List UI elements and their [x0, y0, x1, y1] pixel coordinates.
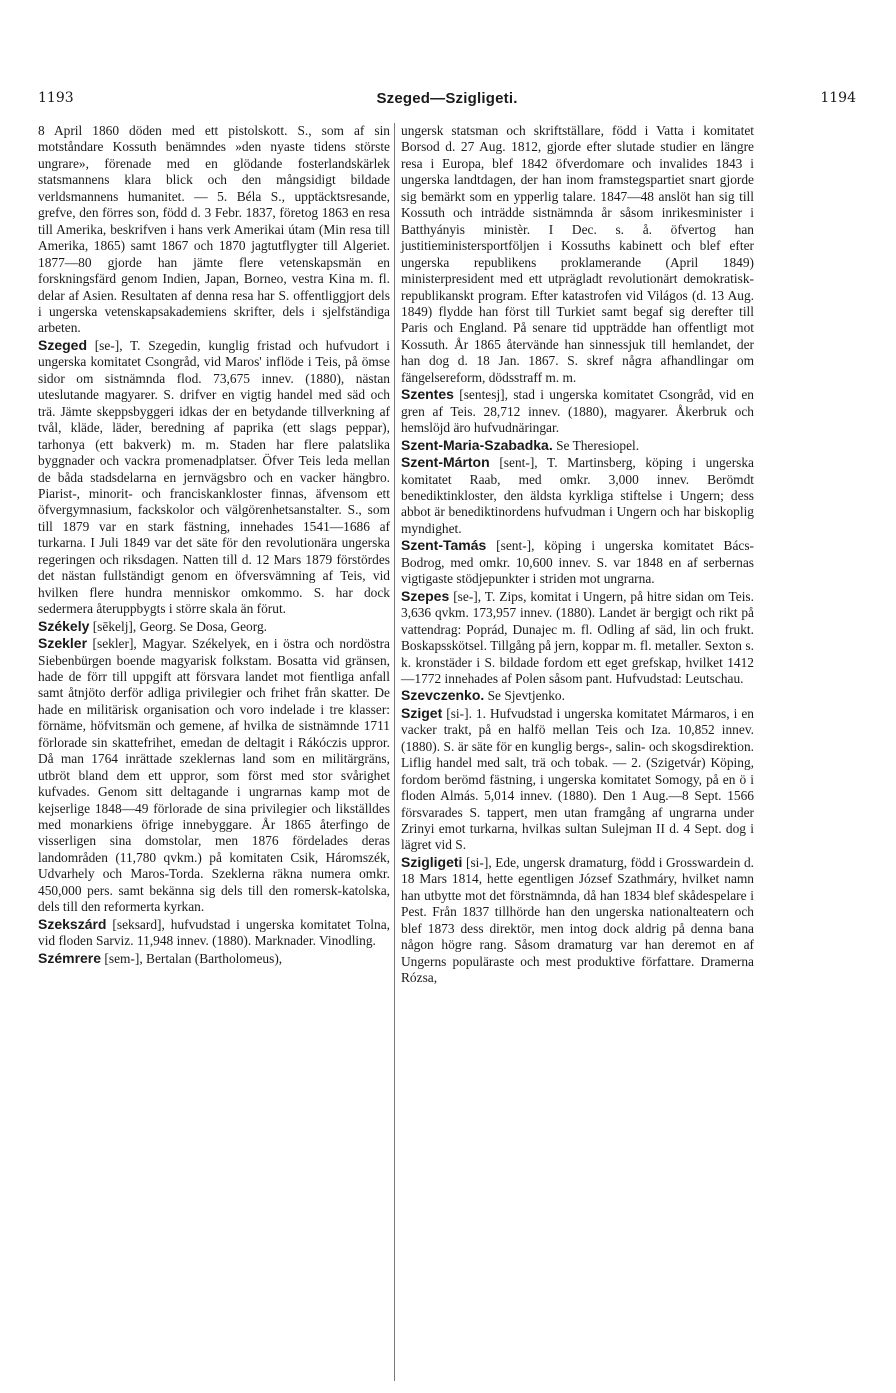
right-column [401, 123, 754, 987]
entry-text: [seksard], hufvudstad i ungerska komitatet Tolna, vid floden Sarviz. 11,948 innev. (1880). Marknader. Vinodling. [38, 916, 390, 949]
headword: Szémrere [38, 949, 102, 966]
entry-text: Se Sjevtjenko. [484, 688, 565, 704]
entry-szent-maria-szabadka [401, 437, 754, 454]
entry-continuation [401, 123, 754, 386]
headword: Szentes [401, 386, 454, 403]
entry-sziget [401, 705, 754, 854]
entry-text: [si-], Ede, ungersk dramaturg, född i Grosswardein d. 18 Mars 1814, hette egentligen József Szathmáry, hvilket namn han utbytte mot det förstnämnda, då han 1834 blef skådespelare i Pest. Från 1837 tillhörde han den ungerska nationalteatern och blef 1873 dess direktör, men intog dock aldrig på denna bana någon högre rang. Såsom dramaturg var han deremot en af Ungerns populäraste och mest produktive författare. Dramerna Rózsa, [401, 854, 754, 986]
entry-text: [sentesj], stad i ungerska komitatet Csongråd, vid en gren af Teis. 28,712 innev. (1880), magyarer. Åkerbruk och hemslöjd äro hufvudnäringar. [401, 387, 754, 436]
entry-text: [sent-], köping i ungerska komitatet Bács-Bodrog, med omkr. 10,600 innev. S. var 1848 en af serbernas vigtigaste stödjepunkter i striden mot ungrarna. [401, 538, 754, 587]
entry-szentes [401, 386, 754, 436]
left-column [38, 123, 390, 967]
entry-text: [se-], T. Szegedin, kunglig fristad och hufvudort i ungerska komitatet Csongråd, vid Maros' inflöde i Teis, på ömse sidor om sistnämnda flod. 73,675 innev. (1880), nästan uteslutande magyarer. S. drifver en vigtig handel med säd och trä. Jämte skeppsbyggeri idkas der en betydande tillverkning af tvål, kläde, läder, beredning af paprika (ett slags peppar), tarhonya (ett bakverk) m. m. Staden har flere palatslika byggnader och vackra promenadplatser. Öfver Teis leda mellan de båda stadsdelarna en jernvägsbro och en vacker hängbro. Piarist-, minorit- och franciskankloster finnas, äfvensom ett öfvergymnasium, fackskolor och välgörenhetsanstalter. S., som till 1879 var en stark fästning, innehades 1541—1686 af turkarna. I Juli 1849 var det säte för den revolutionära ungerska regeringen och riksdagen. Natten till d. 12 Mars 1879 förstördes det nästan fullständigt genom en öfversvämning af Teis, vid hvilken flere hundra menniskor omkommo. S. har dock sedermera återuppbygts i större skala än förut. [38, 337, 390, 617]
column-divider [394, 123, 395, 1381]
headword: Szeged [38, 336, 88, 353]
headword: Szent-Tamás [401, 537, 487, 554]
entry-szemrere [38, 950, 390, 967]
entry-text: [sem-], Bertalan (Bartholomeus), [101, 950, 283, 966]
entry-szekszard [38, 916, 390, 950]
entry-szekler [38, 635, 390, 916]
entry-szevczenko [401, 687, 754, 704]
headword: Szevczenko. [401, 687, 485, 704]
entry-text: [si-]. 1. Hufvudstad i ungerska komitatet Mármaros, i en vacker trakt, på en halfö mellan Teis och Iza. 10,852 innev. (1880). S. är säte för en kunglig bergs-, salin- och skogsdirektion. Liflig handel med salt, trä och tobak. — 2. (Szigetvár) Köping, fordom berömd fästning, i ungerska komitatet Somogy, på en ö i floden Almás. 5,014 innev. (1880). Den 1 Aug.—8 Sept. 1566 försvarades S. tappert, men utan framgång af ungrarna under Zrinyi emot turkarna, hvilkas sultan Sulejman II d. 4 Sept. dog i lägret vid S. [401, 705, 754, 853]
entry-text: [se-], T. Zips, komitat i Ungern, på hitre sidan om Teis. 3,636 qvkm. 173,957 innev. (1880). Landet är bergigt och rikt på vattendrag: Poprád, Dunajec m. fl. Odling af säd, lin och frukt. Boskapsskötsel. Tillgång på jern, koppar m. fl. metaller. Sexton s. k. kronstäder i S. bildade fordom ett eget grefskap, hvilket 1412—1772 innehades af Polen såsom pant. Hufvudstad: Leutschau. [401, 588, 754, 686]
headword: Szepes [401, 587, 450, 604]
running-head: Szeged—Szigligeti. [376, 90, 518, 107]
page-number-left: 1193 [38, 90, 74, 106]
entry-continuation [38, 123, 390, 337]
headword: Szekszárd [38, 915, 107, 932]
headword: Szent-Maria-Szabadka. [401, 436, 553, 453]
headword: Sziget [401, 704, 443, 721]
entry-text: 8 April 1860 döden med ett pistolskott. S., som af sin motståndare Kossuth benämndes »den nyaste tidens störste ungrare», förenade med en glödande fosterlandskärlek statsmannens klara blick och den mångsidigt bildade verldsmannens humanitet. — 5. Béla S., upptäcktsresande, grefve, den förres son, född d. 3 Febr. 1837, företog 1863 en resa till Amerika, beskrifven i hans verk Amerikai útam (Min resa till Amerika, 1865) samt 1867 och 1870 jagtutflygter till Algeriet. 1877—80 gjorde han jämte flere vetenskapsmän en forskningsfärd genom Indien, Japan, Borneo, vestra Kina m. fl. delar af Asien. Resultaten af denna resa har S. offentliggjort dels i ungerska vetenskapsakademiens skrifter, dels i sjelfständiga arbeten. [38, 123, 390, 336]
page-header [38, 90, 856, 112]
entry-szent-tamas [401, 537, 754, 587]
entry-szekely [38, 618, 390, 635]
page-number-right: 1194 [820, 90, 856, 106]
entry-szent-marton [401, 454, 754, 537]
entry-text: [sent-], T. Martinsberg, köping i ungerska komitatet Raab, med omkr. 3,000 innev. Berömdt benediktinkloster, den äldsta kyrkliga stiftelse i Ungern; dess abbot är benediktinordens hufvudman i Ungern och har biskoplig myndighet. [401, 455, 754, 536]
entry-szepes [401, 588, 754, 688]
entry-szeged [38, 337, 390, 618]
headword: Székely [38, 617, 90, 634]
entry-text: Se Theresiopel. [552, 437, 640, 453]
headword: Szent-Márton [401, 454, 490, 471]
headword: Szekler [38, 635, 88, 652]
entry-text: ungersk statsman och skriftställare, född i Vatta i komitatet Borsod d. 27 Aug. 1812, gjorde efter slutade studier en längre resa i Europa, blef 1842 öfverdomare och invalides 1843 i ungerska landtdagen, der han inom framstegspartiet snart gjorde sig bemärkt som en ypperlig talare. 1847—48 anslöt han sig till Kossuth och inträdde sistnämnda år såsom inrikesminister i Batthyányis ministèr. I Dec. s. å. öfvertog han justitieministersportföljen i Kossuths kabinett och blef efter ungerska republikens proklamerande (April 1849) ministerpresident med ett utprägladt revolutionärt demokratisk-republikanskt program. Efter katastrofen vid Világos (d. 13 Aug. 1849) flydde han först till Turkiet samt begaf sig derefter till Paris och England. På senare tid uppträdde han offentligt mot Kossuth. År 1865 återvände han sinnessjuk till hemlandet, der han dog d. 18 Jan. 1867. S. skref några afhandlingar om fängelsereform, dödsstraff m. m. [401, 123, 754, 385]
entry-text: [sekler], Magyar. Székelyek, en i östra och nordöstra Siebenbürgen boende magyarisk folkstam. Bosatta vid gränsen, hade de förr till uppgift att försvara landet mot fientliga anfall samt åtnjöto derför adliga privilegier och frihet från skatter. De hade en militärisk organisation och voro indelade i tre klasser: förnäme, höfvitsmän och gemene, af hvilka de sistnämnde 1711 förlorade sin skattefrihet, emedan de deltagit i Rákóczis uppror. Då man 1764 inrättade szeklernas land som en militärgräns, utbröt bland dem ett uppror, som först med stor svårighet kufvades. Genom sitt deltagande i ungrarnas kamp mot de kejserlige 1848—49 förlorade de sina privilegier och likställdes med monarkiens öfrige innebyggare. År 1865 återfingo de visserligen sina domstolar, men 1876 fördelades deras landområden (11,780 qvkm.) på komitaten Csik, Háromszék, Udvarhely och Maros-Torda. Szeklerna räkna numera omkr. 450,000 pers. samt bekänna sig dels till den romersk-katolska, dels till den reformerta kyrkan. [38, 636, 390, 915]
entry-szigligeti [401, 854, 754, 987]
headword: Szigligeti [401, 853, 463, 870]
entry-text: [sēkelj], Georg. Se Dosa, Georg. [89, 618, 268, 634]
